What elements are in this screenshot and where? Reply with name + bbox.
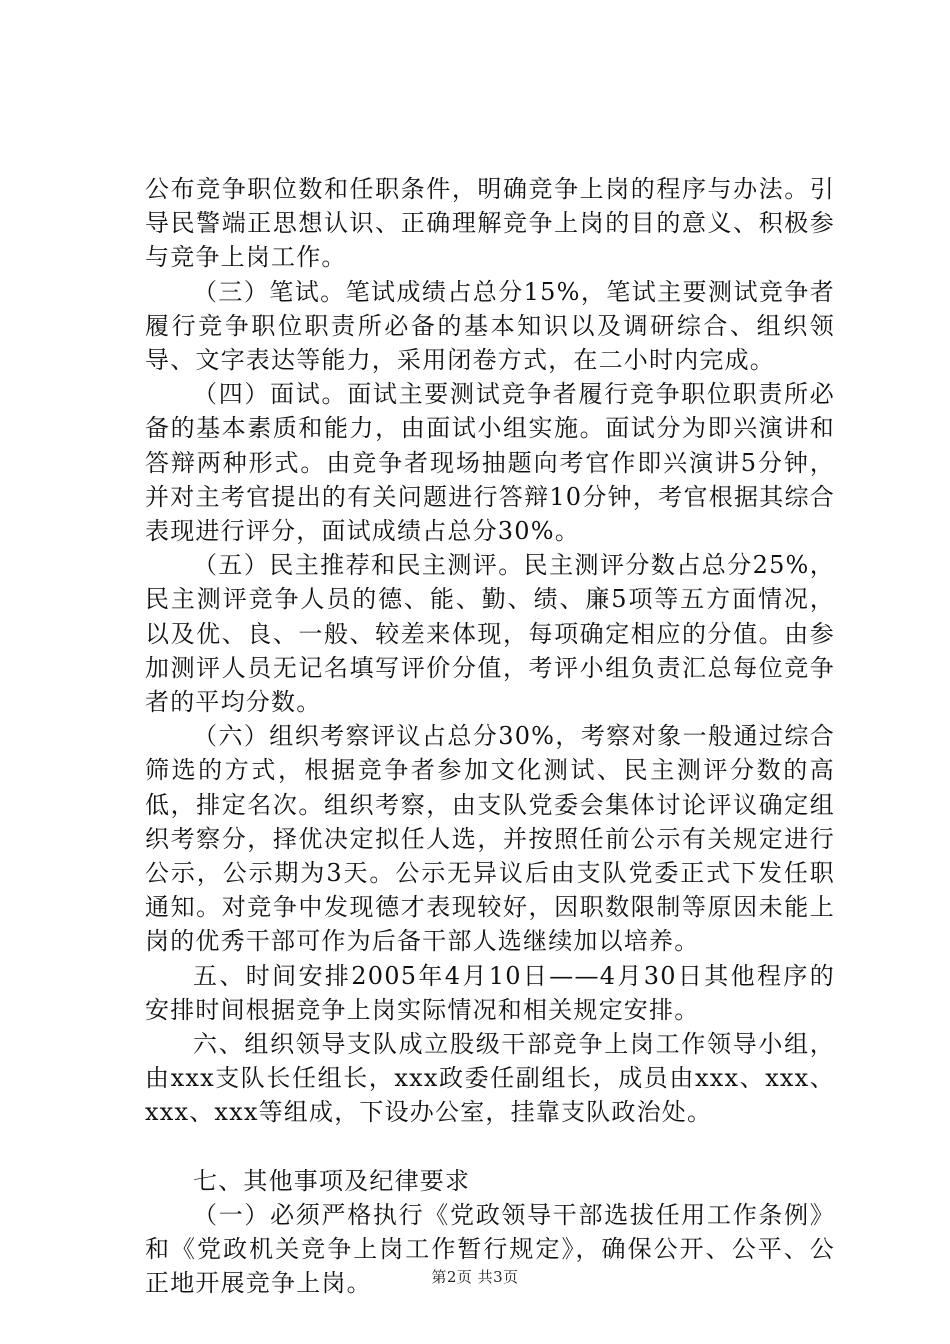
paragraph-organizational-review: （六）组织考察评议占总分30%，考察对象一般通过综合筛选的方式，根据竞争者参加文化测试、民主测评分数的高低，排定名次。组织考察，由支队党委会集体讨论评议确定组织考察分，择优决定拟任人选，并按照任前公示有关规定进行公示，公示期为3天。公示无异议后由支队党委正式下发任职通知。对竞争中发现德才表现较好，因职数限制等原因未能上岗的优秀干部可作为后备干部人选继续加以培养。 <box>145 722 835 956</box>
paragraph-interview: （四）面试。面试主要测试竞争者履行竞争职位职责所必备的基本素质和能力，由面试小组实施。面试分为即兴演讲和答辩两种形式。由竞争者现场抽题向考官作即兴演讲5分钟，并对主考官提出的有关问题进行答辩10分钟，考官根据其综合表现进行评分，面试成绩占总分30%。 <box>145 380 835 546</box>
paragraph-discipline-1: （一）必须严格执行《党政领导干部选拔任用工作条例》和《党政机关竞争上岗工作暂行规定》，确保公开、公平、公正地开展竞争上岗。 <box>145 1200 835 1298</box>
document-body <box>145 172 835 1301</box>
section-heading-other-matters: 七、其他事项及纪律要求 <box>193 1166 471 1195</box>
paragraph-written-exam: （三）笔试。笔试成绩占总分15%，笔试主要测试竞争者履行竞争职位职责所必备的基本知识以及调研综合、组织领导、文字表达等能力，采用闭卷方式，在二小时内完成。 <box>145 277 835 375</box>
paragraph-spacer <box>145 1130 835 1164</box>
paragraph-leadership: 六、组织领导支队成立股级干部竞争上岗工作领导小组，由xxx支队长任组长，xxx政委任副组长，成员由xxx、xxx、xxx、xxx等组成，下设办公室，挂靠支队政治处。 <box>145 1030 835 1127</box>
paragraph-democratic-evaluation: （五）民主推荐和民主测评。民主测评分数占总分25%，民主测评竞争人员的德、能、勤、绩、廉5项等五方面情况，以及优、良、一般、较差来体现，每项确定相应的分值。由参加测评人员无记名填写评价分值，考评小组负责汇总每位竞争者的平均分数。 <box>145 551 835 717</box>
paragraph-continuation: 公布竞争职位数和任职条件，明确竞争上岗的程序与办法。引导民警端正思想认识、正确理解竞争上岗的目的意义、积极参与竞争上岗工作。 <box>145 175 835 272</box>
page-number-footer: 第2页 共3页 <box>431 1268 519 1286</box>
paragraph-schedule: 五、时间安排2005年4月10日——4月30日其他程序的安排时间根据竞争上岗实际情况和相关规定安排。 <box>145 961 835 1024</box>
